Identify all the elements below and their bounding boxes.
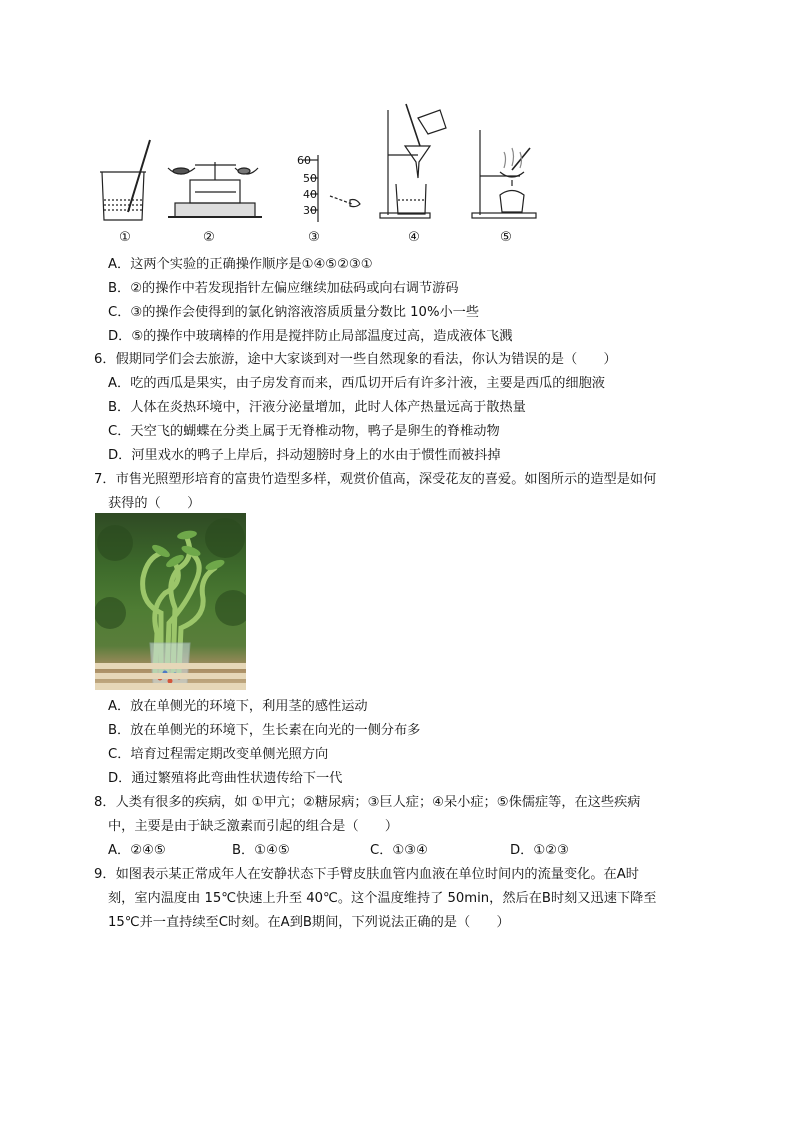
q8-option-c: C．①③④	[370, 843, 428, 858]
lucky-bamboo-illustration	[95, 513, 246, 690]
cylinder-mark-50: 50	[303, 172, 317, 185]
experiment-illustrations	[0, 0, 794, 260]
q7-stem-line1: 7．市售光照塑形培育的富贵竹造型多样，观赏价值高，深受花友的喜爱。如图所示的造型是如何	[94, 472, 657, 487]
q6-option-a: A．吃的西瓜是果实，由子房发育而来，西瓜切开后有许多汁液，主要是西瓜的细胞液	[108, 376, 605, 391]
q8-stem-line2: 中，主要是由于缺乏激素而引起的组合是（ ）	[108, 819, 399, 834]
q9-line3: 15℃并一直持续至C时刻。在A到B期间，下列说法正确的是（ ）	[108, 915, 510, 930]
figure-label-5: ⑤	[500, 230, 512, 245]
figure-4-filtration	[380, 104, 446, 218]
figure-5-evaporation	[472, 130, 536, 218]
q9-line1: 9．如图表示某正常成年人在安静状态下手臂皮肤血管内血液在单位时间内的流量变化。在A时	[94, 867, 639, 882]
cylinder-mark-30: 30	[303, 204, 317, 217]
lucky-bamboo-photo	[95, 513, 246, 690]
q7-option-c: C．培育过程需定期改变单侧光照方向	[108, 747, 329, 762]
experiment-figures	[0, 0, 794, 260]
q7-option-d: D．通过繁殖将此弯曲性状遗传给下一代	[108, 771, 343, 786]
q6-option-c: C．天空飞的蝴蝶在分类上属于无脊椎动物，鸭子是卵生的脊椎动物	[108, 424, 500, 439]
figure-2-balance	[168, 162, 262, 217]
q5-option-d: D．⑤的操作中玻璃棒的作用是搅拌防止局部温度过高，造成液体飞溅	[108, 329, 513, 344]
q5-option-c: C．③的操作会使得到的氯化钠溶液溶质质量分数比 10%小一些	[108, 305, 480, 320]
q7-option-b: B．放在单侧光的环境下，生长素在向光的一侧分布多	[108, 723, 421, 738]
q8-stem-line1: 8．人类有很多的疾病，如 ①甲亢；②糖尿病；③巨人症；④呆小症；⑤侏儒症等，在这些疾病	[94, 795, 641, 810]
q6-option-d: D．河里戏水的鸭子上岸后，抖动翅膀时身上的水由于惯性而被抖掉	[108, 448, 501, 463]
q8-option-a: A．②④⑤	[108, 843, 166, 858]
figure-1-beaker-stirring	[100, 140, 150, 220]
figure-label-1: ①	[119, 230, 131, 245]
q6-stem: 6．假期同学们会去旅游，途中大家谈到对一些自然现象的看法，你认为错误的是（ ）	[94, 352, 617, 367]
figure-label-3: ③	[308, 230, 320, 245]
figure-label-2: ②	[203, 230, 215, 245]
q9-line2: 刻，室内温度由 15℃快速上升至 40℃。这个温度维持了 50min，然后在B时刻又迅速下降至	[108, 891, 657, 906]
cylinder-mark-40: 40	[303, 188, 317, 201]
q5-option-b: B．②的操作中若发现指针左偏应继续加砝码或向右调节游码	[108, 281, 459, 296]
q8-option-d: D．①②③	[510, 843, 569, 858]
q5-option-a: A．这两个实验的正确操作顺序是①④⑤②③①	[108, 257, 373, 272]
cylinder-mark-60: 60	[297, 154, 311, 167]
q6-option-b: B．人体在炎热环境中，汗液分泌量增加，此时人体产热量远高于散热量	[108, 400, 526, 415]
q8-option-b: B．①④⑤	[232, 843, 290, 858]
q7-stem-line2: 获得的（ ）	[108, 496, 201, 511]
figure-label-4: ④	[408, 230, 420, 245]
q7-option-a: A．放在单侧光的环境下，利用茎的感性运动	[108, 699, 368, 714]
